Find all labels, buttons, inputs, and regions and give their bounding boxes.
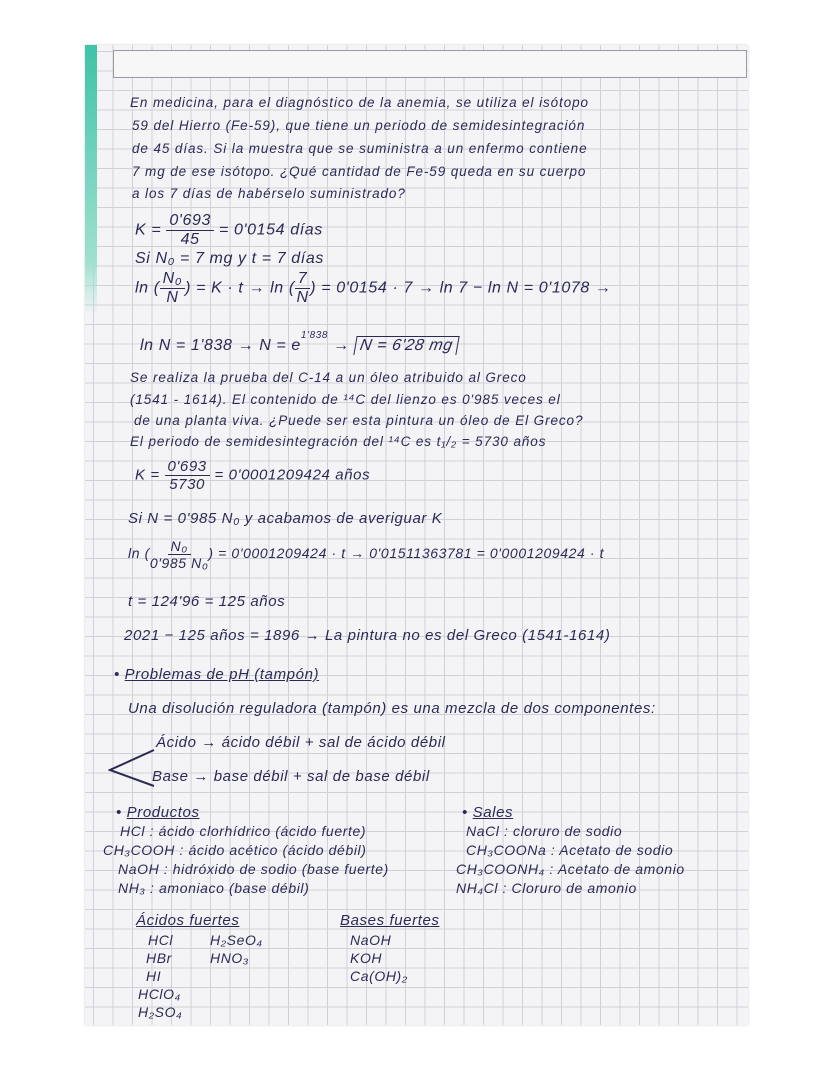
strong-acid: HBr (146, 950, 172, 966)
products-heading-text: Productos (126, 804, 200, 821)
problem1-k-formula (135, 212, 323, 249)
salt-item: CH₃COONa : Acetato de sodio (466, 842, 674, 858)
strong-base: KOH (350, 950, 383, 966)
strong-acid: H₂SeO₄ (210, 932, 263, 948)
ln-right: = 0'0154 · 7 → ln 7 − ln N = 0'1078 → (321, 279, 612, 297)
numerator: 0'693 (165, 458, 210, 476)
lnN-text: ln N = 1'838 → N = e (140, 337, 301, 354)
ph-definition: Una disolución reguladora (tampón) es una mezcla de dos componentes: (128, 700, 656, 717)
problem1-given: Si N₀ = 7 mg y t = 7 días (135, 250, 324, 267)
strong-acid: HCl (148, 932, 174, 948)
k-fraction (165, 458, 210, 493)
denominator: 0'985 N₀ (149, 555, 209, 571)
salt-item: NH₄Cl : Cloruro de amonio (456, 880, 637, 896)
numerator: 7 (295, 270, 311, 289)
ln-fraction-2 (295, 270, 311, 307)
bracket-icon (108, 748, 158, 788)
strong-acid: HI (146, 968, 162, 984)
k-result: = 0'0154 días (219, 221, 323, 239)
problem2-conclusion: 2021 − 125 años = 1896 → La pintura no es del Greco (1541-1614) (124, 627, 611, 644)
ln: ln (128, 545, 141, 562)
strong-base: Ca(OH)₂ (350, 968, 408, 984)
denominator: N (166, 289, 179, 306)
ph-heading: • Problemas de pH (tampón) (114, 666, 320, 683)
salts-heading-text: Sales (472, 804, 514, 821)
ln-mid: = K · t → ln (196, 279, 284, 297)
product-item: CH₃COOH : ácido acético (ácido débil) (103, 842, 367, 858)
salts-heading: • Sales (462, 804, 514, 821)
strong-acids-heading: Ácidos fuertes (136, 912, 240, 929)
problem2-line: (1541 - 1614). El contenido de ¹⁴C del lienzo es 0'985 veces el (130, 392, 561, 407)
denominator: 45 (180, 231, 200, 248)
problem1-line: a los 7 días de habérselo suministrado? (132, 186, 406, 201)
salt-item: CH₃COONH₄ : Acetato de amonio (456, 861, 685, 877)
ln-fraction (160, 270, 186, 307)
strong-acid: H₂SO₄ (138, 1004, 183, 1020)
k-fraction (166, 212, 214, 249)
ln-right: = 0'0001209424 · t → 0'01511363781 = 0'0001209424 · t (218, 545, 605, 562)
product-item: HCl : ácido clorhídrico (ácido fuerte) (120, 823, 367, 839)
strong-acid: HNO₃ (210, 950, 250, 966)
ph-base: Base → base débil + sal de base débil (152, 768, 430, 785)
numerator: 0'693 (166, 212, 214, 231)
k-label: K = (135, 221, 162, 239)
page-header-box (113, 50, 747, 78)
problem2-k-formula (135, 458, 370, 493)
problem2-t-result: t = 124'96 = 125 años (128, 593, 286, 610)
problem2-ln-equation: ln ( $\frac{\text{N₀}}{\text{0'985 N₀}}$ ) = 0'0001209424 · t → 0'01511363781 = 0'0001209424 · t (128, 538, 605, 571)
strong-base: NaOH (350, 932, 392, 948)
page-edge-strip (85, 45, 97, 315)
ph-heading-text: Problemas de pH (tampón) (124, 666, 320, 683)
exponent: 1'838 (300, 330, 329, 341)
salt-item: NaCl : cloruro de sodio (466, 823, 623, 839)
problem1-line: En medicina, para el diagnóstico de la anemia, se utiliza el isótopo (130, 95, 589, 110)
arrow: → (333, 337, 350, 354)
ph-acid: Ácido → ácido débil + sal de ácido débil (156, 734, 446, 751)
problem2-line: Se realiza la prueba del C-14 a un óleo atribuido al Greco (130, 370, 527, 385)
problem2-line: de una planta viva. ¿Puede ser esta pintura un óleo de El Greco? (134, 413, 584, 428)
products-heading: • Productos (116, 804, 200, 821)
problem2-line: El periodo de semidesintegración del ¹⁴C es t₁/₂ = 5730 años (130, 434, 547, 449)
problem1-answer: N = 6'28 mg (353, 336, 459, 355)
ln-fraction (150, 538, 209, 571)
product-item: NaOH : hidróxido de sodio (base fuerte) (118, 861, 389, 877)
k-label: K = (135, 466, 160, 484)
problem2-given: Si N = 0'985 N₀ y acabamos de averiguar K (128, 510, 443, 527)
denominator: 5730 (169, 476, 206, 493)
problem1-line: de 45 días. Si la muestra que se suministra a un enfermo contiene (132, 141, 588, 156)
ln: ln (135, 279, 149, 297)
strong-acid: HClO₄ (138, 986, 181, 1002)
problem1-line: 7 mg de ese isótopo. ¿Qué cantidad de Fe-59 queda en su cuerpo (132, 164, 587, 179)
problem1-ln-equation: ln ( $\frac{\text{N₀}}{N}$ ) = K · t → ln ( $\frac{7}{N}$ ) = 0'0154 · 7 → ln 7 − ln N = 0'1078 → (135, 270, 612, 306)
k-result: = 0'0001209424 años (214, 466, 371, 484)
problem1-line: 59 del Hierro (Fe-59), que tiene un periodo de semidesintegración (132, 118, 586, 133)
numerator: N₀ (160, 270, 186, 289)
strong-bases-heading: Bases fuertes (340, 912, 440, 929)
product-item: NH₃ : amoniaco (base débil) (118, 880, 310, 896)
numerator: N₀ (168, 538, 191, 555)
problem1-lnN (140, 330, 458, 355)
denominator: N (296, 289, 309, 306)
